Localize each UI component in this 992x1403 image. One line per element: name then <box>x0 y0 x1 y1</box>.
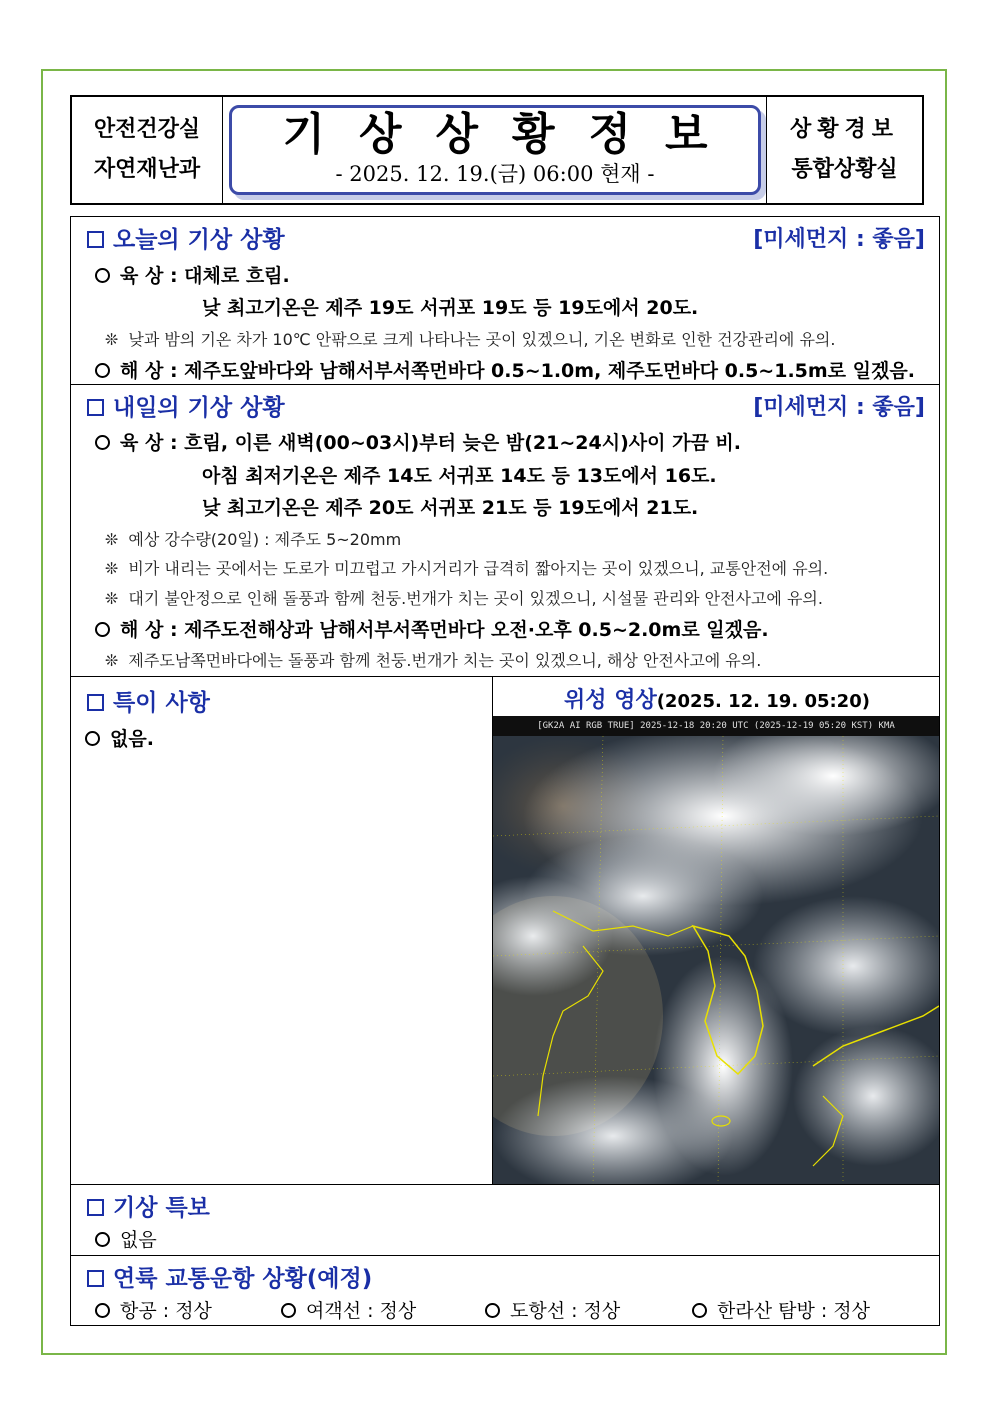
traffic-title-text: 연륙 교통운항 상황(예정) <box>113 1266 373 1292</box>
title-box <box>229 105 761 195</box>
today-note1 <box>105 327 835 350</box>
reference-mark-icon: ❊ <box>105 330 119 349</box>
checkbox-icon <box>87 1199 104 1216</box>
satellite-time: (2025. 12. 19. 05:20) <box>656 691 870 712</box>
warning-title-text: 기상 특보 <box>113 1195 210 1221</box>
special-item-text: 없음. <box>110 728 154 750</box>
traffic-item-air <box>95 1296 212 1323</box>
tomorrow-land-line3: 낮 최고기온은 제주 20도 서귀포 21도 등 19도에서 21도. <box>202 497 699 519</box>
reference-mark-icon: ❊ <box>105 651 119 670</box>
satellite-imagery-svg <box>493 736 939 1184</box>
traffic-hallasan-text: 한라산 탐방 : 정상 <box>717 1300 870 1322</box>
special-title-text: 특이 사항 <box>113 690 210 716</box>
circle-bullet-icon <box>95 268 110 283</box>
tomorrow-land-line2: 아침 최저기온은 제주 14도 서귀포 14도 등 13도에서 16도. <box>202 465 717 487</box>
reference-mark-icon: ❊ <box>105 589 119 608</box>
checkbox-icon <box>87 399 104 416</box>
special-title <box>87 684 210 717</box>
tomorrow-note4 <box>105 648 761 671</box>
warning-title <box>87 1189 210 1222</box>
traffic-island-boat-text: 도항선 : 정상 <box>510 1300 621 1322</box>
today-land-line1 <box>95 261 290 288</box>
tomorrow-sea-line <box>95 615 769 642</box>
circle-bullet-icon <box>85 731 100 746</box>
traffic-air-text: 항공 : 정상 <box>120 1300 212 1322</box>
warning-section <box>70 1185 940 1256</box>
today-land-text1: 육 상 : 대체로 흐림. <box>120 265 290 287</box>
checkbox-icon <box>87 1270 104 1287</box>
circle-bullet-icon <box>485 1303 500 1318</box>
circle-bullet-icon <box>281 1303 296 1318</box>
circle-bullet-icon <box>95 435 110 450</box>
tomorrow-note3-text: 대기 불안정으로 인해 돌풍과 함께 천둥.번개가 치는 곳이 있겠으니, 시설물 관리와 안전사고에 유의. <box>128 589 823 608</box>
office-line2: 통합상황실 <box>791 157 898 182</box>
reference-mark-icon: ❊ <box>105 530 119 549</box>
tomorrow-note3 <box>105 586 823 609</box>
circle-bullet-icon <box>95 1303 110 1318</box>
traffic-title <box>87 1260 372 1293</box>
circle-bullet-icon <box>95 363 110 378</box>
traffic-ferry-text: 여객선 : 정상 <box>306 1300 417 1322</box>
tomorrow-note1 <box>105 527 401 550</box>
circle-bullet-icon <box>95 1232 110 1247</box>
tomorrow-note2 <box>105 556 828 579</box>
department-block <box>72 97 223 203</box>
today-sea-line <box>95 356 915 383</box>
report-datetime: - 2025. 12. 19.(금) 06:00 현재 - <box>335 162 655 186</box>
satellite-title: 위성 영상 <box>564 688 657 713</box>
today-title <box>87 221 285 254</box>
circle-bullet-icon <box>95 622 110 637</box>
checkbox-icon <box>87 694 104 711</box>
department-line2: 자연재난과 <box>93 157 201 182</box>
tomorrow-note2-text: 비가 내리는 곳에서는 도로가 미끄럽고 가시거리가 급격히 짧아지는 곳이 있겠으니, 교통안전에 유의. <box>128 559 829 578</box>
satellite-image <box>493 716 939 1184</box>
cloud-central <box>523 836 763 956</box>
traffic-item-ferry <box>281 1296 416 1323</box>
today-pm-badge: [미세먼지 : 좋음] <box>753 227 925 252</box>
tomorrow-land-line1 <box>95 428 741 455</box>
circle-bullet-icon <box>692 1303 707 1318</box>
today-title-text: 오늘의 기상 상황 <box>113 227 285 253</box>
warning-item <box>95 1225 157 1252</box>
today-section <box>70 216 940 385</box>
special-item <box>85 724 154 751</box>
traffic-section <box>70 1256 940 1326</box>
warning-item-text: 없음 <box>120 1229 157 1251</box>
tomorrow-note1-text: 예상 강수량(20일) : 제주도 5~20mm <box>128 530 402 549</box>
traffic-item-hallasan <box>692 1296 870 1323</box>
tomorrow-title <box>87 389 285 422</box>
today-land-line2: 낮 최고기온은 제주 19도 서귀포 19도 등 19도에서 20도. <box>202 297 699 319</box>
office-block <box>766 97 922 203</box>
reference-mark-icon: ❊ <box>105 559 119 578</box>
office-line1: 상황경보 <box>789 117 899 142</box>
tomorrow-land-text1: 육 상 : 흐림, 이른 새벽(00~03시)부터 늦은 밤(21~24시)사이 가끔 비. <box>120 432 741 454</box>
checkbox-icon <box>87 231 104 248</box>
today-note1-text: 낮과 밤의 기온 차가 10℃ 안팎으로 크게 나타나는 곳이 있겠으니, 기온 변화로 인한 건강관리에 유의. <box>128 330 836 349</box>
tomorrow-title-text: 내일의 기상 상황 <box>113 395 285 421</box>
tomorrow-section <box>70 385 940 677</box>
tomorrow-pm-badge: [미세먼지 : 좋음] <box>753 395 925 420</box>
traffic-item-island-boat <box>485 1296 620 1323</box>
report-header <box>70 95 924 205</box>
tomorrow-sea-text: 해 상 : 제주도전해상과 남해서부서쪽먼바다 오전·오후 0.5~2.0m로 일겠음. <box>120 619 769 641</box>
today-sea-text: 해 상 : 제주도앞바다와 남해서부서쪽먼바다 0.5~1.0m, 제주도먼바다 0.5~1.5m로 일겠음. <box>120 360 915 382</box>
satellite-heading <box>494 683 940 714</box>
tomorrow-note4-text: 제주도남쪽먼바다에는 돌풍과 함께 천둥.번개가 치는 곳이 있겠으니, 해상 안전사고에 유의. <box>128 651 762 670</box>
satellite-caption: [GK2A AI RGB TRUE] 2025-12-18 20:20 UTC (2025-12-19 05:20 KST) KMA <box>493 716 939 736</box>
department-line1: 안전건강실 <box>93 117 201 142</box>
report-title: 기상상황정보 <box>282 109 742 160</box>
